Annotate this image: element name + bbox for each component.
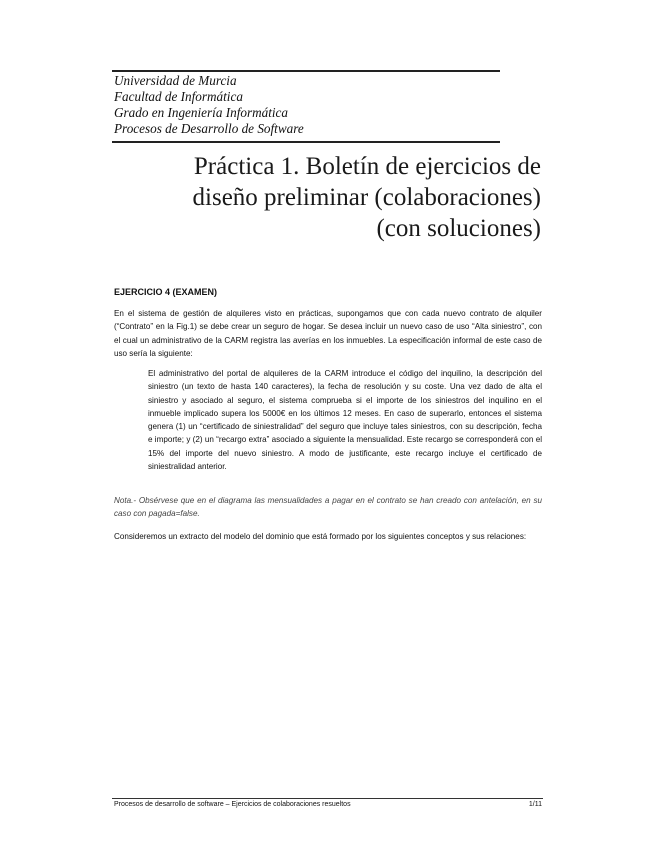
page-number: 1/11	[528, 801, 542, 808]
exercise-heading: EJERCICIO 4 (EXAMEN)	[114, 287, 218, 297]
title-line: (con soluciones)	[376, 215, 541, 242]
note-paragraph: Nota.- Obsérvese que en el diagrama las mensualidades a pagar en el contrato se han creado con antelación, en su caso con pagada=false.	[114, 496, 542, 519]
header-top-rule	[112, 70, 500, 72]
document-title	[160, 151, 541, 244]
title-line: diseño preliminar (colaboraciones)	[192, 184, 541, 211]
institution-block	[114, 73, 504, 137]
intro-paragraph: En el sistema de gestión de alquileres visto en prácticas, supongamos que con cada nuevo contrato de alquiler (“Contrato” en la Fig.1) se debe crear un seguro de hogar. Se desea incluir un nuevo caso de uso “Alta siniestro”, con el cual un administrativo de la CARM registra las averías en los inmuebles. La especificación informal de este caso de uso sería la siguiente:	[114, 309, 542, 358]
course-line: Procesos de Desarrollo de Software	[114, 121, 304, 136]
use-case-paragraph: El administrativo del portal de alquileres de la CARM introduce el código del inquilino, la descripción del siniestro (un texto de hasta 140 caracteres), la fecha de resolución y su coste. Una vez dado de alta el siniestro y asociado al seguro, el sistema comprueba si el importe de los siniestros del inquilino en el inmueble implicado supera los 5000€ en los últimos 12 meses. En caso de superarlo, entonces el sistema genera (1) un “certificado de siniestralidad” del seguro que incluye tales siniestros, con su descripción, fecha e importe; y (2) un “recargo extra” asociado a siguiente la mensualidad. Este recargo se corresponderá con el 15% del importe del nuevo siniestro. A modo de justificante, este recargo incluye el certificado de siniestralidad anterior.	[148, 369, 542, 472]
degree-line: Grado en Ingeniería Informática	[114, 105, 288, 120]
footer-rule	[112, 798, 543, 799]
faculty-line: Facultad de Informática	[114, 89, 243, 104]
footer-text: Procesos de desarrollo de software – Ejercicios de colaboraciones resueltos	[114, 801, 351, 808]
header-bottom-rule	[112, 141, 500, 143]
title-line: Práctica 1. Boletín de ejercicios de	[193, 153, 541, 180]
university-line: Universidad de Murcia	[114, 73, 237, 88]
closing-paragraph: Consideremos un extracto del modelo del dominio que está formado por los siguientes conceptos y sus relaciones:	[114, 532, 527, 541]
